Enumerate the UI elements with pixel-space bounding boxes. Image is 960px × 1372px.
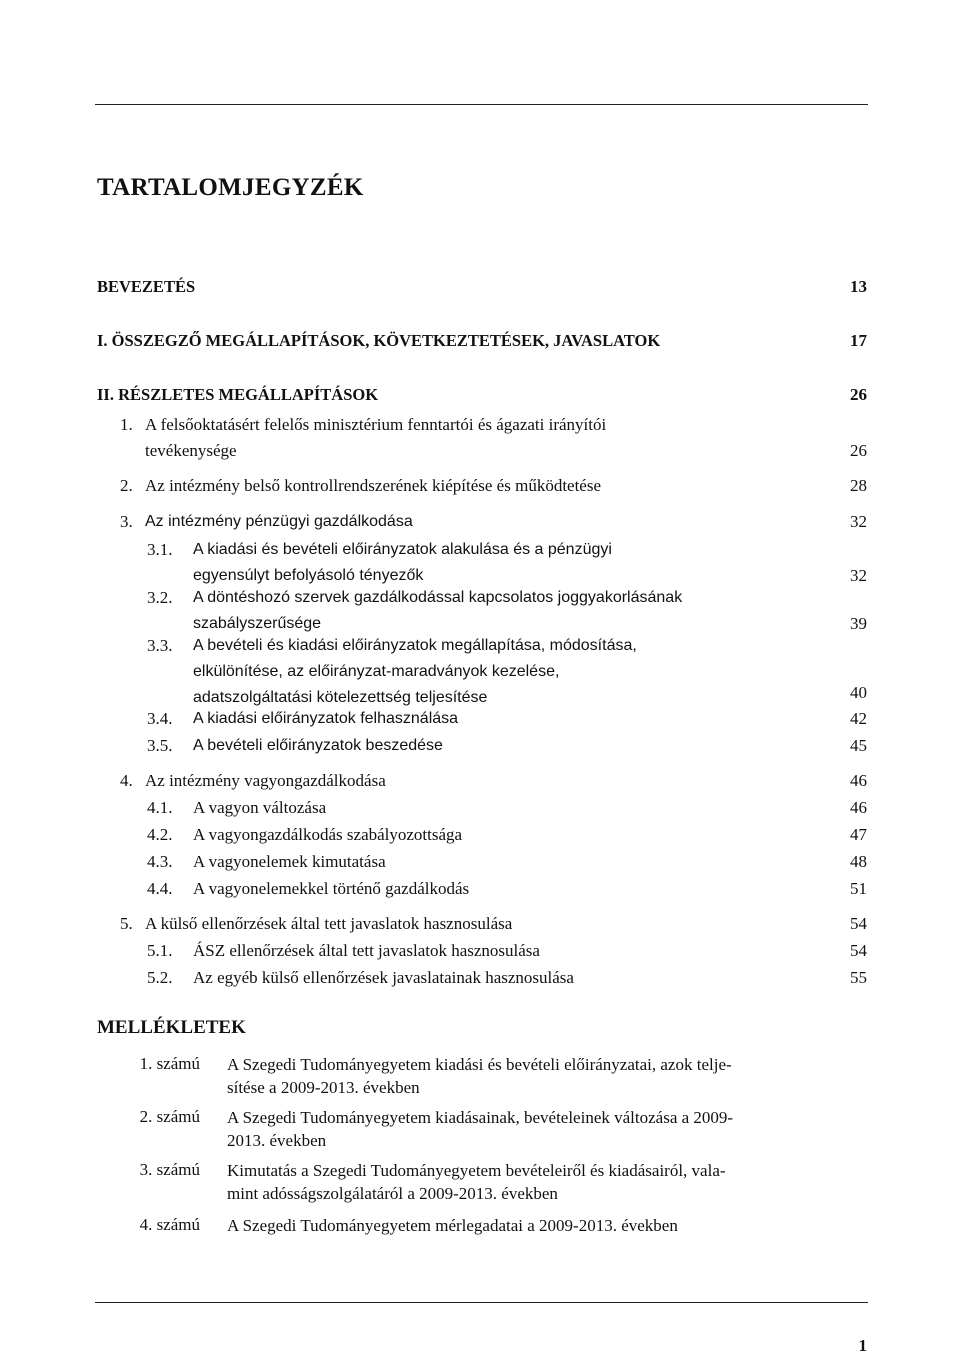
annex-entry-4[interactable] bbox=[227, 1214, 867, 1237]
toc-entry-num: 1. bbox=[120, 415, 133, 434]
annex-text: A Szegedi Tudományegyetem kiadásainak, bevételeinek változása a 2009- bbox=[227, 1108, 734, 1127]
annex-text-line2: mint adósságszolgálatáról a 2009-2013. években bbox=[227, 1184, 558, 1203]
toc-entry-4-1[interactable] bbox=[193, 795, 326, 821]
toc-entry-text: A vagyon változása bbox=[193, 798, 327, 817]
page-title: TARTALOMJEGYZÉK bbox=[97, 174, 364, 201]
toc-page-number: 54 bbox=[850, 914, 867, 933]
toc-page-number: 28 bbox=[850, 476, 867, 495]
footer-page-number: 1 bbox=[858, 1336, 867, 1355]
toc-entry-osszegzo[interactable] bbox=[97, 328, 660, 354]
toc-entry-text: ÖSSZEGZŐ MEGÁLLAPÍTÁSOK, KÖVETKEZTETÉSEK, JAVASLATOK bbox=[111, 331, 661, 350]
toc-entry-5-2[interactable] bbox=[193, 965, 574, 991]
toc-entry-num: 3.5. bbox=[147, 736, 173, 755]
toc-page-number: 32 bbox=[850, 512, 867, 531]
toc-page-number: 42 bbox=[850, 709, 867, 728]
toc-entry-3-3[interactable] bbox=[193, 633, 637, 711]
toc-entry-text-line2: tevékenysége bbox=[145, 441, 237, 460]
toc-entry-num: 5.1. bbox=[147, 941, 173, 960]
toc-entry-text-line2: szabályszerűsége bbox=[193, 615, 322, 632]
toc-entry-num: I. bbox=[97, 331, 108, 350]
toc-entry-num: 4. bbox=[120, 771, 133, 790]
toc-entry-text: A döntéshozó szervek gazdálkodással kapcsolatos joggyakorlásának bbox=[193, 589, 683, 606]
toc-entry-text: A kiadási előirányzatok felhasználása bbox=[193, 710, 459, 727]
toc-entry-num: 3. bbox=[120, 512, 133, 531]
toc-entry-num: 4.3. bbox=[147, 852, 173, 871]
annex-number: 3. számú bbox=[139, 1160, 200, 1179]
toc-page-number: 48 bbox=[850, 852, 867, 871]
toc-page-number: 54 bbox=[850, 941, 867, 960]
toc-entry-4-3[interactable] bbox=[193, 849, 386, 875]
toc-entry-num: 3.3. bbox=[147, 636, 173, 655]
toc-entry-text: BEVEZETÉS bbox=[97, 277, 196, 296]
toc-entry-text: A bevételi és kiadási előirányzatok megállapítása, módosítása, bbox=[193, 637, 637, 654]
toc-entry-text: A felsőoktatásért felelős minisztérium fenntartói és ágazati irányítói bbox=[145, 415, 607, 434]
toc-page-number: 47 bbox=[850, 825, 867, 844]
toc-entry-text: Az egyéb külső ellenőrzések javaslatainak hasznosulása bbox=[193, 968, 574, 987]
toc-entry-num: 4.2. bbox=[147, 825, 173, 844]
annex-number: 2. számú bbox=[139, 1107, 200, 1126]
annex-entry-2[interactable] bbox=[227, 1106, 867, 1152]
toc-entry-num: 4.1. bbox=[147, 798, 173, 817]
toc-page-number: 32 bbox=[850, 566, 867, 585]
toc-entry-3-4[interactable] bbox=[193, 706, 458, 732]
toc-entry-text: A vagyonelemekkel történő gazdálkodás bbox=[193, 879, 470, 898]
annex-number: 4. számú bbox=[139, 1215, 200, 1234]
annex-text: Kimutatás a Szegedi Tudományegyetem bevételeiről és kiadásairól, vala- bbox=[227, 1161, 726, 1180]
annex-entry-3[interactable] bbox=[227, 1159, 867, 1205]
toc-entry-text-line2: egyensúlyt befolyásoló tényezők bbox=[193, 567, 424, 584]
toc-entry-reszletes[interactable] bbox=[97, 382, 378, 408]
annex-text-line2: sítése a 2009-2013. években bbox=[227, 1078, 420, 1097]
annex-text: A Szegedi Tudományegyetem mérlegadatai a 2009-2013. években bbox=[227, 1216, 678, 1235]
toc-entry-text: RÉSZLETES MEGÁLLAPÍTÁSOK bbox=[118, 385, 379, 404]
bottom-rule bbox=[95, 1302, 868, 1303]
toc-entry-text: A vagyongazdálkodás szabályozottsága bbox=[193, 825, 463, 844]
toc-entry-text: A bevételi előirányzatok beszedése bbox=[193, 737, 443, 754]
toc-entry-bevezetes[interactable] bbox=[97, 274, 195, 300]
annex-text-line2: 2013. években bbox=[227, 1131, 327, 1150]
toc-entry-5-1[interactable] bbox=[193, 938, 540, 964]
toc-entry-3-5[interactable] bbox=[193, 733, 443, 759]
toc-entry-4-4[interactable] bbox=[193, 876, 469, 902]
toc-entry-num: 2. bbox=[120, 476, 133, 495]
toc-page-number: 26 bbox=[850, 385, 867, 404]
toc-entry-text: Az intézmény belső kontrollrendszerének kiépítése és működtetése bbox=[145, 476, 602, 495]
toc-page-number: 45 bbox=[850, 736, 867, 755]
toc-entry-3-2[interactable] bbox=[193, 585, 682, 637]
toc-entry-text: Az intézmény pénzügyi gazdálkodása bbox=[145, 513, 413, 530]
toc-entry-2[interactable] bbox=[145, 473, 601, 499]
toc-entry-3[interactable] bbox=[145, 509, 413, 535]
toc-entry-text: A külső ellenőrzések által tett javaslatok hasznosulása bbox=[145, 914, 513, 933]
toc-page-number: 51 bbox=[850, 879, 867, 898]
annex-heading: MELLÉKLETEK bbox=[97, 1017, 246, 1038]
toc-entry-4-2[interactable] bbox=[193, 822, 462, 848]
toc-entry-text-line3: adatszolgáltatási kötelezettség teljesítése bbox=[193, 689, 488, 706]
toc-page-number: 17 bbox=[850, 331, 867, 350]
toc-page-number: 13 bbox=[850, 277, 867, 296]
toc-page-number: 46 bbox=[850, 798, 867, 817]
toc-page-number: 39 bbox=[850, 614, 867, 633]
toc-entry-num: 4.4. bbox=[147, 879, 173, 898]
toc-entry-num: 3.4. bbox=[147, 709, 173, 728]
toc-entry-4[interactable] bbox=[145, 768, 386, 794]
toc-page-number: 46 bbox=[850, 771, 867, 790]
toc-entry-5[interactable] bbox=[145, 911, 512, 937]
annex-text: A Szegedi Tudományegyetem kiadási és bevételi előirányzatai, azok telje- bbox=[227, 1055, 732, 1074]
annex-number: 1. számú bbox=[139, 1054, 200, 1073]
toc-entry-num: 5.2. bbox=[147, 968, 173, 987]
toc-entry-3-1[interactable] bbox=[193, 537, 612, 589]
toc-entry-num: 3.2. bbox=[147, 588, 173, 607]
toc-entry-text-line2: elkülönítése, az előirányzat-maradványok kezelése, bbox=[193, 663, 560, 680]
toc-page-number: 26 bbox=[850, 441, 867, 460]
toc-entry-num: II. bbox=[97, 385, 114, 404]
toc-entry-1[interactable] bbox=[145, 412, 606, 464]
toc-page-number: 55 bbox=[850, 968, 867, 987]
toc-entry-text: Az intézmény vagyongazdálkodása bbox=[145, 771, 386, 790]
toc-entry-text: A kiadási és bevételi előirányzatok alakulása és a pénzügyi bbox=[193, 541, 612, 558]
toc-entry-num: 5. bbox=[120, 914, 133, 933]
toc-entry-text: ÁSZ ellenőrzések által tett javaslatok hasznosulása bbox=[193, 941, 540, 960]
top-rule bbox=[95, 104, 868, 105]
toc-entry-num: 3.1. bbox=[147, 540, 173, 559]
annex-entry-1[interactable] bbox=[227, 1053, 867, 1099]
toc-page-number: 40 bbox=[850, 683, 867, 702]
toc-entry-text: A vagyonelemek kimutatása bbox=[193, 852, 386, 871]
